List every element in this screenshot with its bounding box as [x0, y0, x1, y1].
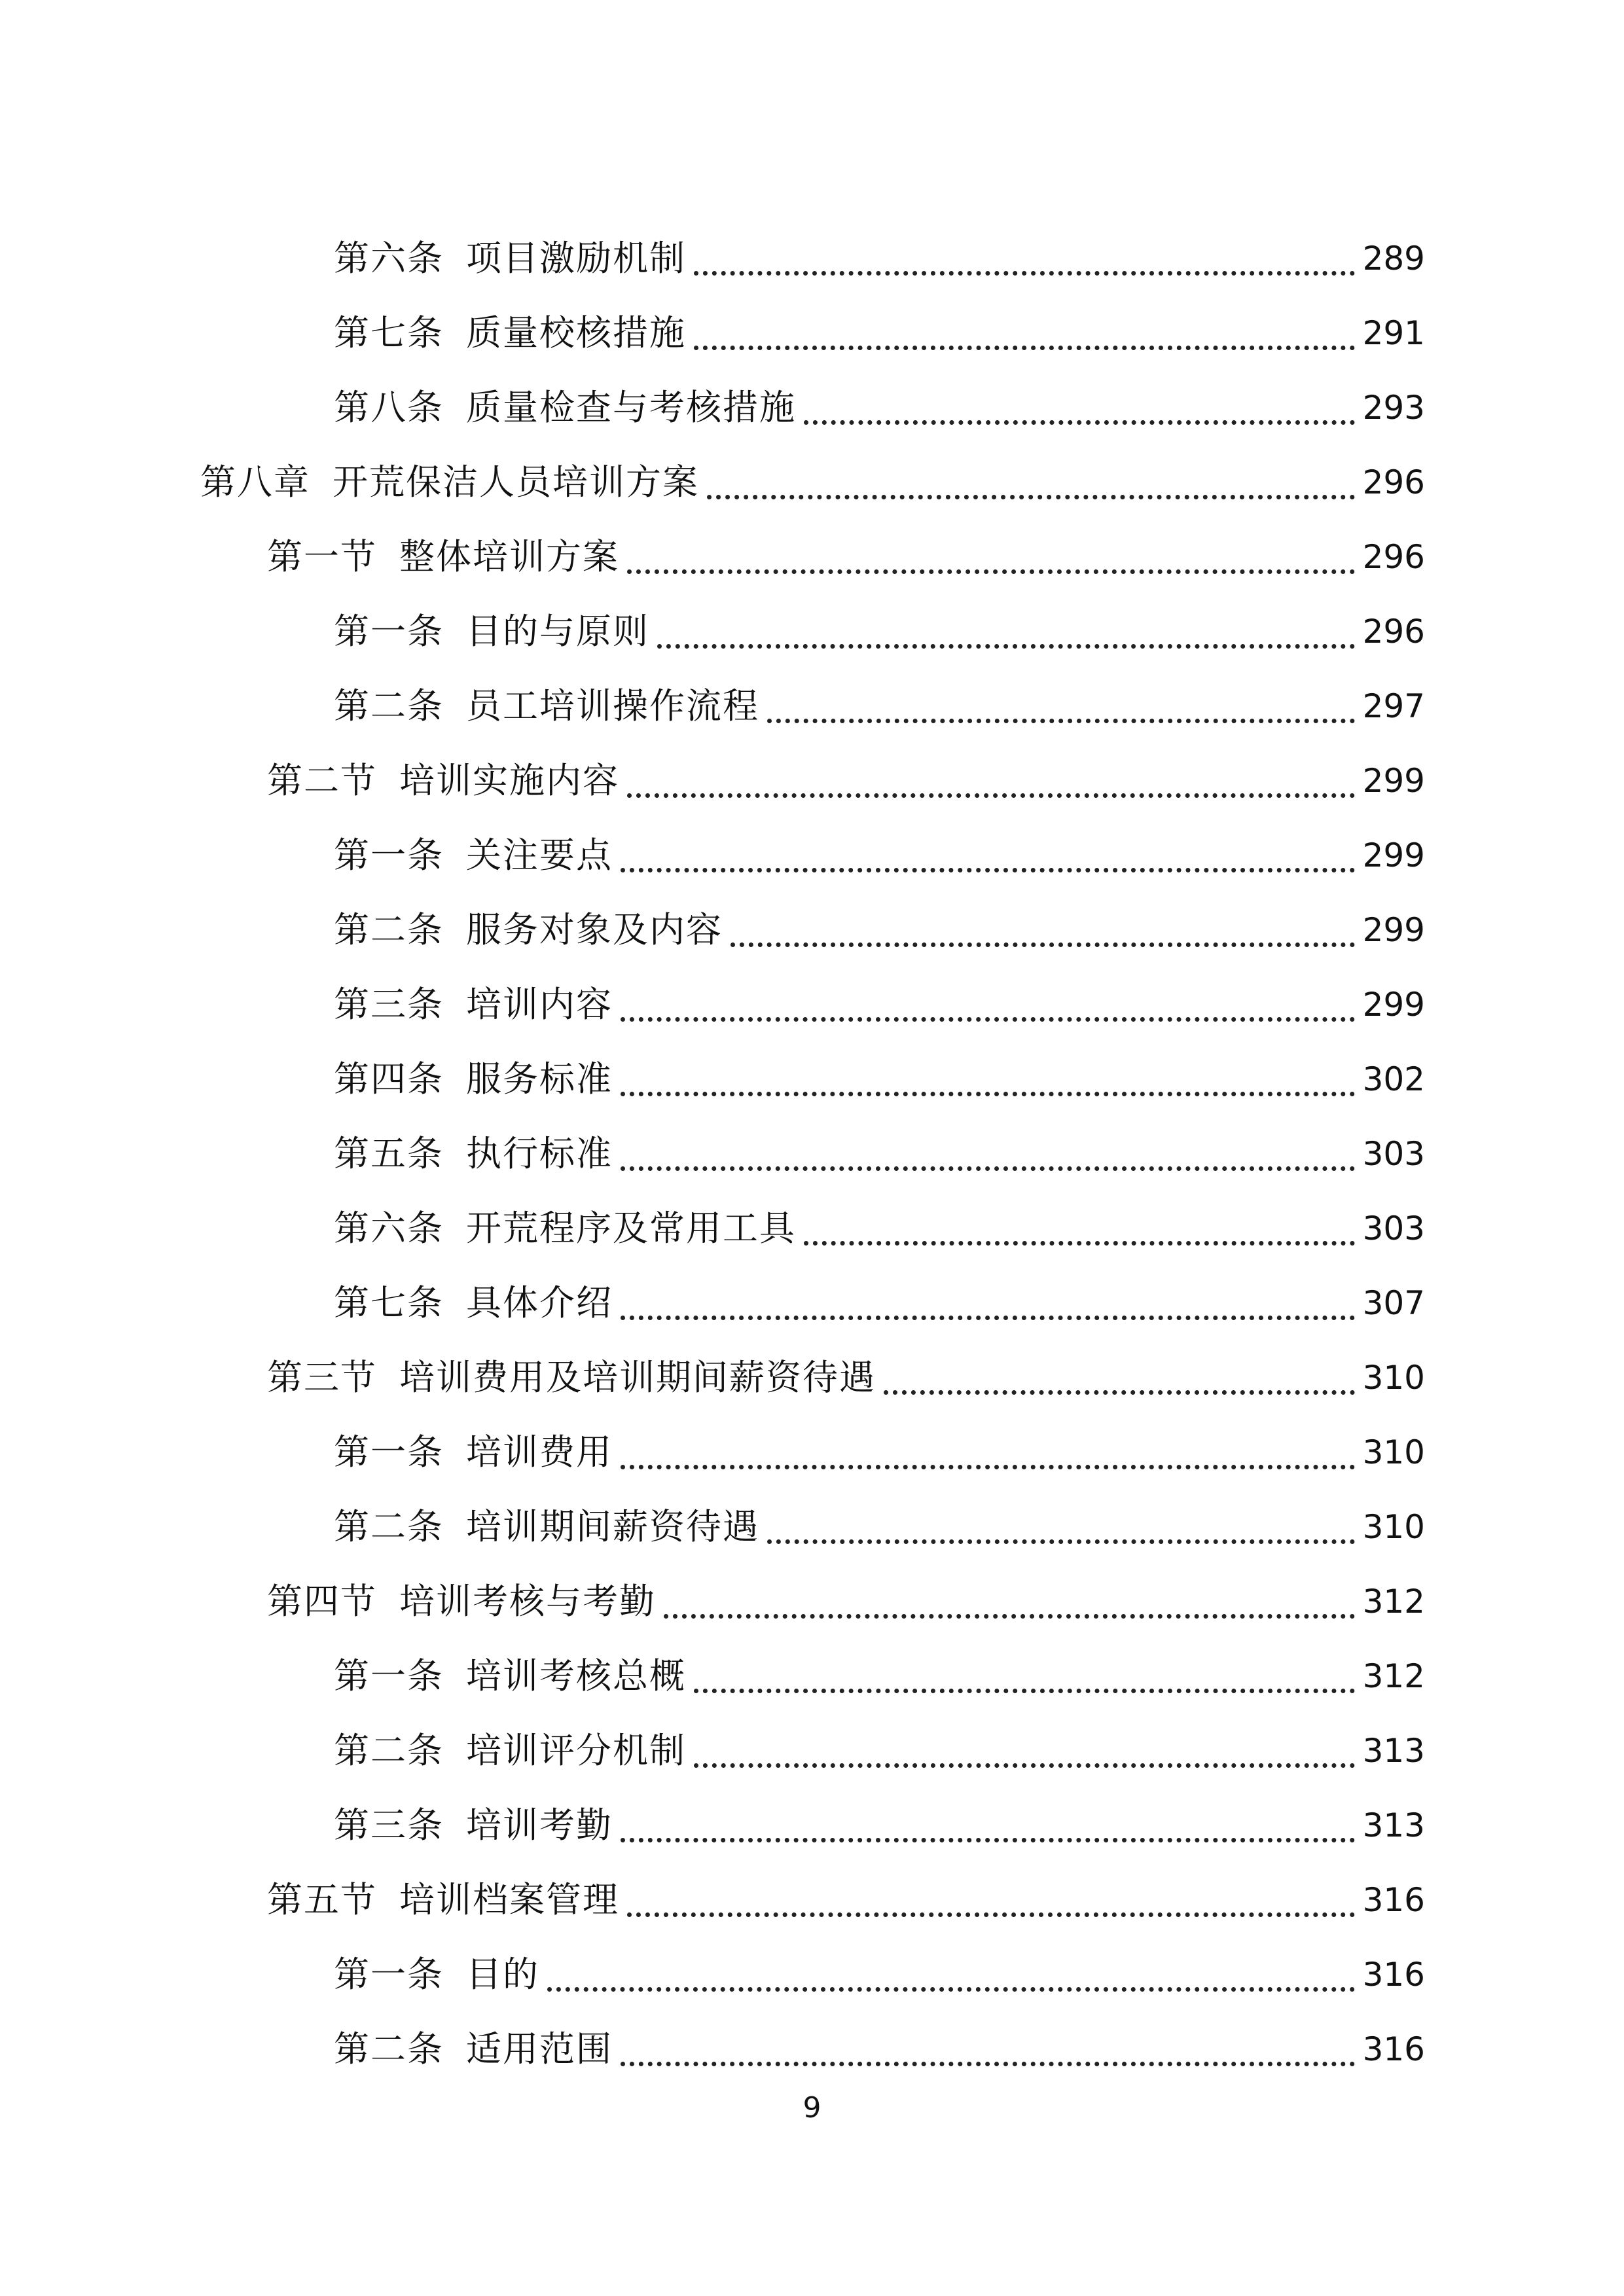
- toc-entry[interactable]: [0, 818, 1624, 893]
- dot-leader: [731, 942, 1355, 947]
- toc-entry-number: 第六条: [334, 238, 444, 279]
- dot-leader: [694, 271, 1355, 276]
- toc-entry-number: 第三条: [334, 984, 444, 1025]
- dot-leader: [767, 1539, 1355, 1544]
- toc-entry[interactable]: [0, 594, 1624, 669]
- dot-leader: [884, 1390, 1355, 1395]
- toc-entry[interactable]: [0, 1788, 1624, 1863]
- toc-entry[interactable]: [0, 1340, 1624, 1415]
- dot-leader: [621, 1838, 1355, 1842]
- toc-entry[interactable]: [0, 2012, 1624, 2087]
- toc-entry-number: 第二条: [334, 909, 444, 950]
- toc-entry[interactable]: [0, 1564, 1624, 1639]
- dot-leader: [627, 569, 1355, 574]
- dot-leader: [664, 1614, 1355, 1619]
- toc-entry-title: 质量检查与考核措施: [466, 387, 796, 428]
- toc-entry-number: 第一条: [334, 834, 444, 876]
- toc-entry[interactable]: [0, 893, 1624, 967]
- toc-entry-page: 313: [1362, 1732, 1425, 1770]
- toc-entry-number: 第一条: [334, 611, 444, 652]
- toc-entry[interactable]: [0, 1713, 1624, 1788]
- toc-entry[interactable]: [0, 520, 1624, 594]
- toc-entry-title: 培训考勤: [466, 1804, 613, 1846]
- toc-entry-title: 培训实施内容: [399, 760, 619, 801]
- dot-leader: [804, 1241, 1355, 1246]
- toc-entry-page: 310: [1362, 1508, 1425, 1546]
- dot-leader: [694, 1689, 1355, 1693]
- toc-entry-page: 303: [1362, 1135, 1425, 1173]
- dot-leader: [767, 719, 1355, 723]
- toc-entry-page: 293: [1362, 389, 1425, 427]
- table-of-contents: [0, 221, 1624, 2087]
- toc-entry-title: 培训期间薪资待遇: [466, 1506, 759, 1547]
- toc-entry[interactable]: [0, 1042, 1624, 1117]
- toc-entry-title: 开荒程序及常用工具: [466, 1208, 796, 1249]
- toc-entry-title: 培训费用: [466, 1431, 613, 1473]
- dot-leader: [621, 1166, 1355, 1171]
- toc-entry-title: 培训考核与考勤: [399, 1581, 656, 1622]
- dot-leader: [804, 420, 1355, 425]
- toc-entry-page: 296: [1362, 613, 1425, 651]
- toc-entry-title: 具体介绍: [466, 1282, 613, 1323]
- toc-entry[interactable]: [0, 296, 1624, 370]
- toc-entry-page: 297: [1362, 687, 1425, 725]
- toc-entry[interactable]: [0, 1266, 1624, 1340]
- toc-entry-title: 培训费用及培训期间薪资待遇: [399, 1357, 876, 1398]
- toc-entry-number: 第七条: [334, 1282, 444, 1323]
- toc-entry-title: 目的与原则: [466, 611, 649, 652]
- toc-entry[interactable]: [0, 1415, 1624, 1490]
- toc-entry-title: 培训档案管理: [399, 1879, 619, 1920]
- toc-entry-number: 第一条: [334, 1954, 444, 1995]
- toc-entry-page: 313: [1362, 1806, 1425, 1844]
- dot-leader: [627, 793, 1355, 798]
- toc-entry-number: 第七条: [334, 312, 444, 353]
- toc-entry-number: 第六条: [334, 1208, 444, 1249]
- toc-entry-number: 第二节: [267, 760, 377, 801]
- toc-entry-title: 培训评分机制: [466, 1730, 686, 1771]
- toc-entry-page: 316: [1362, 1956, 1425, 1994]
- toc-entry-number: 第八章: [200, 461, 310, 503]
- toc-entry-page: 289: [1362, 240, 1425, 278]
- toc-entry-number: 第五条: [334, 1133, 444, 1174]
- toc-entry-page: 299: [1362, 986, 1425, 1024]
- toc-entry-number: 第四节: [267, 1581, 377, 1622]
- toc-entry-page: 302: [1362, 1060, 1425, 1098]
- dot-leader: [547, 1987, 1355, 1992]
- dot-leader: [621, 868, 1355, 872]
- toc-entry-title: 适用范围: [466, 2028, 613, 2070]
- toc-entry-page: 299: [1362, 911, 1425, 949]
- toc-entry-page: 316: [1362, 2030, 1425, 2068]
- toc-entry[interactable]: [0, 445, 1624, 520]
- toc-entry-number: 第三节: [267, 1357, 377, 1398]
- toc-entry[interactable]: [0, 1863, 1624, 1937]
- toc-entry-title: 执行标准: [466, 1133, 613, 1174]
- toc-entry-page: 310: [1362, 1433, 1425, 1471]
- toc-entry-number: 第一条: [334, 1431, 444, 1473]
- toc-entry[interactable]: [0, 669, 1624, 744]
- toc-entry-number: 第一节: [267, 536, 377, 577]
- toc-entry-number: 第八条: [334, 387, 444, 428]
- toc-entry-title: 员工培训操作流程: [466, 685, 759, 726]
- toc-entry-number: 第四条: [334, 1058, 444, 1100]
- toc-entry-page: 296: [1362, 463, 1425, 501]
- dot-leader: [707, 495, 1355, 499]
- toc-entry-number: 第二条: [334, 2028, 444, 2070]
- toc-entry-page: 296: [1362, 538, 1425, 576]
- toc-entry[interactable]: [0, 1191, 1624, 1266]
- page-number: 9: [803, 2091, 821, 2125]
- toc-entry-title: 服务标准: [466, 1058, 613, 1100]
- toc-entry-page: 303: [1362, 1210, 1425, 1247]
- toc-entry-title: 项目激励机制: [466, 238, 686, 279]
- toc-entry-page: 307: [1362, 1284, 1425, 1322]
- toc-entry-page: 310: [1362, 1359, 1425, 1397]
- toc-entry-page: 291: [1362, 314, 1425, 352]
- dot-leader: [694, 346, 1355, 350]
- dot-leader: [621, 1316, 1355, 1320]
- dot-leader: [621, 1092, 1355, 1096]
- toc-entry-page: 312: [1362, 1657, 1425, 1695]
- toc-entry[interactable]: [0, 1639, 1624, 1713]
- toc-entry-page: 312: [1362, 1583, 1425, 1621]
- dot-leader: [657, 644, 1355, 649]
- toc-entry-title: 整体培训方案: [399, 536, 619, 577]
- dot-leader: [627, 1912, 1355, 1917]
- toc-entry-title: 培训内容: [466, 984, 613, 1025]
- toc-entry[interactable]: [0, 370, 1624, 445]
- dot-leader: [621, 1017, 1355, 1022]
- toc-entry-title: 关注要点: [466, 834, 613, 876]
- toc-entry-number: 第二条: [334, 1730, 444, 1771]
- toc-entry-number: 第二条: [334, 1506, 444, 1547]
- toc-entry-page: 299: [1362, 762, 1425, 800]
- toc-entry-page: 299: [1362, 836, 1425, 874]
- toc-entry-title: 质量校核措施: [466, 312, 686, 353]
- toc-entry-page: 316: [1362, 1881, 1425, 1919]
- dot-leader: [694, 1763, 1355, 1768]
- toc-entry[interactable]: [0, 1117, 1624, 1191]
- toc-entry-number: 第三条: [334, 1804, 444, 1846]
- toc-entry-number: 第一条: [334, 1655, 444, 1696]
- toc-entry[interactable]: [0, 967, 1624, 1042]
- toc-entry[interactable]: [0, 221, 1624, 296]
- toc-entry-title: 目的: [466, 1954, 539, 1995]
- toc-entry-title: 开荒保洁人员培训方案: [333, 461, 699, 503]
- toc-entry-title: 培训考核总概: [466, 1655, 686, 1696]
- toc-entry-number: 第二条: [334, 685, 444, 726]
- toc-entry-title: 服务对象及内容: [466, 909, 723, 950]
- dot-leader: [621, 2062, 1355, 2066]
- toc-entry[interactable]: [0, 1490, 1624, 1564]
- dot-leader: [621, 1465, 1355, 1469]
- toc-entry[interactable]: [0, 744, 1624, 818]
- toc-entry[interactable]: [0, 1937, 1624, 2012]
- toc-entry-number: 第五节: [267, 1879, 377, 1920]
